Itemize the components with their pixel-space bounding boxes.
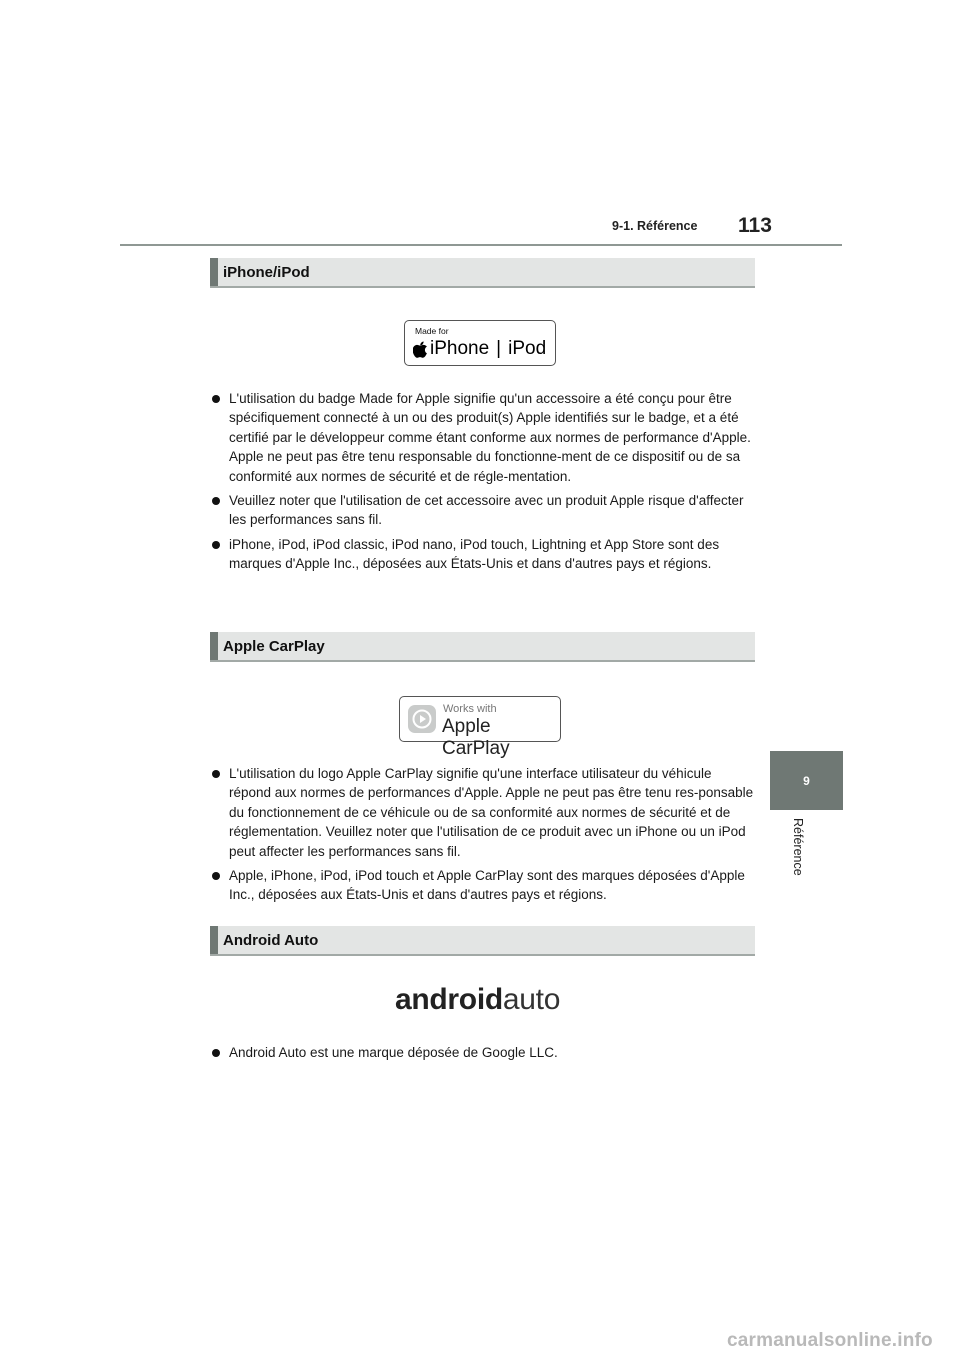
carplay-bullet-list <box>212 764 757 910</box>
list-item <box>212 1043 757 1062</box>
chapter-tab <box>770 751 843 810</box>
badge-ipod-text: iPod <box>508 338 547 359</box>
list-item <box>212 764 757 861</box>
list-item-text: L'utilisation du badge Made for Apple signifie qu'un accessoire a été conçu pour être spécifiquement connecté à un ou des produit(s) Apple identifiés sur le badge, et a été certifié par le développeur comme étant conforme aux normes de performance d'Apple. Apple ne peut pas être tenu responsable du fonctionne-ment de ce dispositif ou de sa conformité aux normes de sécurité et de régle-mentation. <box>229 391 751 484</box>
bullet-icon <box>212 770 220 778</box>
android-logo-bold-text: android <box>395 983 503 1016</box>
bullet-icon <box>212 1049 220 1057</box>
section-header-accent-bar <box>210 926 218 954</box>
list-item <box>212 866 757 905</box>
list-item-text: L'utilisation du logo Apple CarPlay signifie qu'une interface utilisateur du véhicule répond aux normes de performances d'Apple. Apple ne peut pas être tenu res-ponsable du fonctionnement de ce véhicule ou de sa conformité aux normes de sécurité et de réglementation. Veuillez noter que l'utilisation de ce produit avec un iPhone ou un iPod peut affecter les performances sans fil. <box>229 766 754 859</box>
list-item-text: Veuillez noter que l'utilisation de cet accessoire avec un produit Apple risque d'affecter les performances sans fil. <box>229 493 744 528</box>
list-item-text: Android Auto est une marque déposée de Google LLC. <box>229 1045 558 1060</box>
badge-made-for-text: Made for <box>415 326 449 336</box>
badge-carplay-text: Apple CarPlay <box>442 716 510 759</box>
running-header-section: 9-1. Référence <box>612 219 698 233</box>
carplay-icon <box>408 705 436 733</box>
made-for-iphone-ipod-badge <box>404 320 556 366</box>
section-header-android-auto <box>210 926 755 956</box>
badge-separator: | <box>496 338 502 359</box>
badge-iphone-text: iPhone <box>430 338 490 359</box>
chapter-tab-label: Référence <box>791 818 805 876</box>
section-header-iphone-ipod <box>210 258 755 288</box>
bullet-icon <box>212 541 220 549</box>
badge-works-with-text: Works with <box>443 703 497 715</box>
bullet-icon <box>212 395 220 403</box>
watermark: carmanualsonline.info <box>727 1330 933 1351</box>
bullet-icon <box>212 497 220 505</box>
iphone-ipod-bullet-list <box>212 389 757 579</box>
chapter-tab-number: 9 <box>803 773 810 788</box>
bullet-icon <box>212 872 220 880</box>
works-with-carplay-badge <box>399 696 561 759</box>
android-auto-bullet-list <box>212 1043 757 1067</box>
android-logo-light-text: auto <box>502 983 561 1016</box>
list-item-text: Apple, iPhone, iPod, iPod touch et Apple CarPlay sont des marques déposées d'Apple Inc., déposées aux États-Unis et dans d'autres pays et régions. <box>229 868 745 903</box>
section-header-accent-bar <box>210 258 218 286</box>
list-item-text: iPhone, iPod, iPod classic, iPod nano, iPod touch, Lightning et App Store sont des marques d'Apple Inc., déposées aux États-Unis et dans d'autres pays et régions. <box>229 536 720 572</box>
list-item <box>212 389 757 486</box>
list-item <box>212 535 757 574</box>
apple-logo-icon <box>413 341 428 358</box>
section-title: iPhone/iPod <box>223 264 310 281</box>
section-header-apple-carplay <box>210 632 755 662</box>
android-auto-logo <box>395 983 560 1017</box>
section-header-accent-bar <box>210 632 218 660</box>
list-item <box>212 491 757 530</box>
section-title: Android Auto <box>223 932 319 949</box>
badge-product-names <box>413 338 546 360</box>
section-title: Apple CarPlay <box>223 638 325 655</box>
header-divider <box>120 244 842 246</box>
page-number: 113 <box>738 214 772 237</box>
